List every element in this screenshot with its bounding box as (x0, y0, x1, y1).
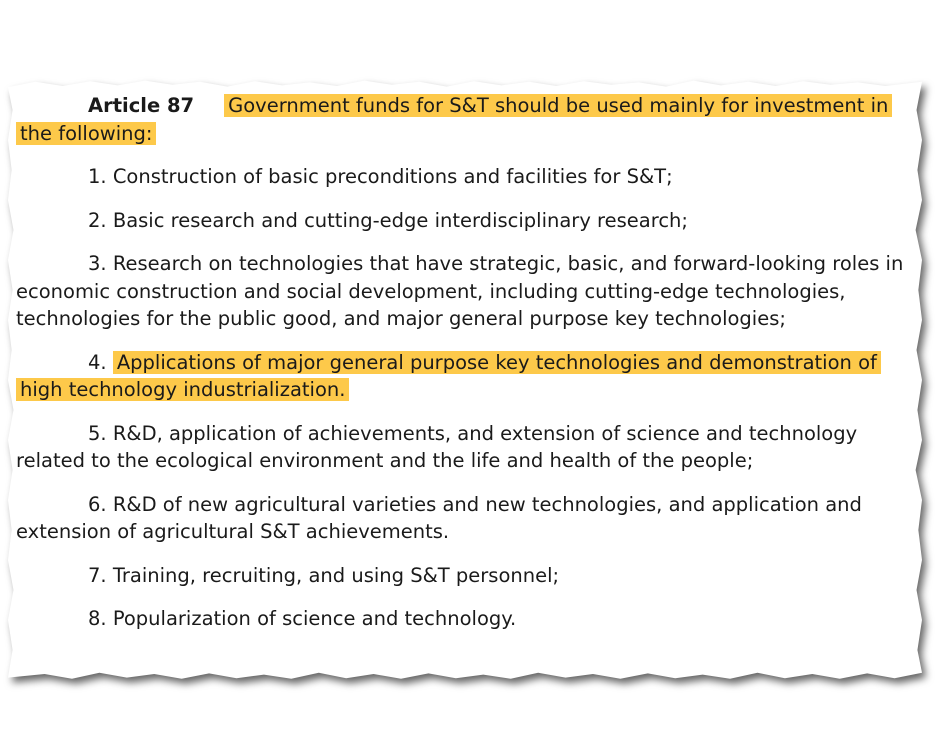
list-item-number: 2. (88, 208, 113, 232)
list-item-4 (16, 349, 916, 404)
list-item-number: 1. (88, 165, 113, 188)
document-text (16, 92, 916, 649)
list-item-text: Popularization of science and technology. (112, 607, 517, 630)
list-item-8 (16, 605, 916, 633)
list-item-text: R&D, application of achievements, and extension of science and technology related to the ecological environment and the life and health of the people; (16, 421, 858, 472)
list-item-1 (16, 163, 916, 191)
list-item-number: 4. (88, 350, 113, 374)
list-item-text: Training, recruiting, and using S&T personnel; (112, 563, 560, 587)
list-item-number: 6. (88, 492, 113, 516)
article-intro-highlight: Government funds for S&T should be used mainly for investment in the following: (16, 94, 892, 145)
list-item-number: 3. (88, 252, 113, 275)
list-item-number: 5. (88, 421, 113, 445)
list-item-text-highlight: Applications of major general purpose key technologies and demonstration of high technology industrialization. (16, 351, 881, 402)
list-item-text: Research on technologies that have strategic, basic, and forward-looking roles in economic construction and social development, including cutting-edge technologies, technologies for the public good, and major general purpose key technologies; (16, 252, 904, 330)
list-item-number: 8. (88, 607, 113, 630)
article-paragraph (16, 92, 916, 147)
list-item-2 (16, 207, 916, 235)
article-title: Article 87 (88, 94, 195, 117)
list-item-3 (16, 250, 916, 333)
list-item-text: R&D of new agricultural varieties and new technologies, and application and extension of agricultural S&T achievements. (16, 492, 862, 543)
list-item-number: 7. (88, 563, 113, 587)
list-item-6 (16, 491, 916, 546)
list-item-text: Basic research and cutting-edge interdisciplinary research; (112, 208, 688, 232)
list-item-text: Construction of basic preconditions and facilities for S&T; (112, 165, 673, 188)
list-item-7 (16, 562, 916, 590)
list-item-5 (16, 420, 916, 475)
